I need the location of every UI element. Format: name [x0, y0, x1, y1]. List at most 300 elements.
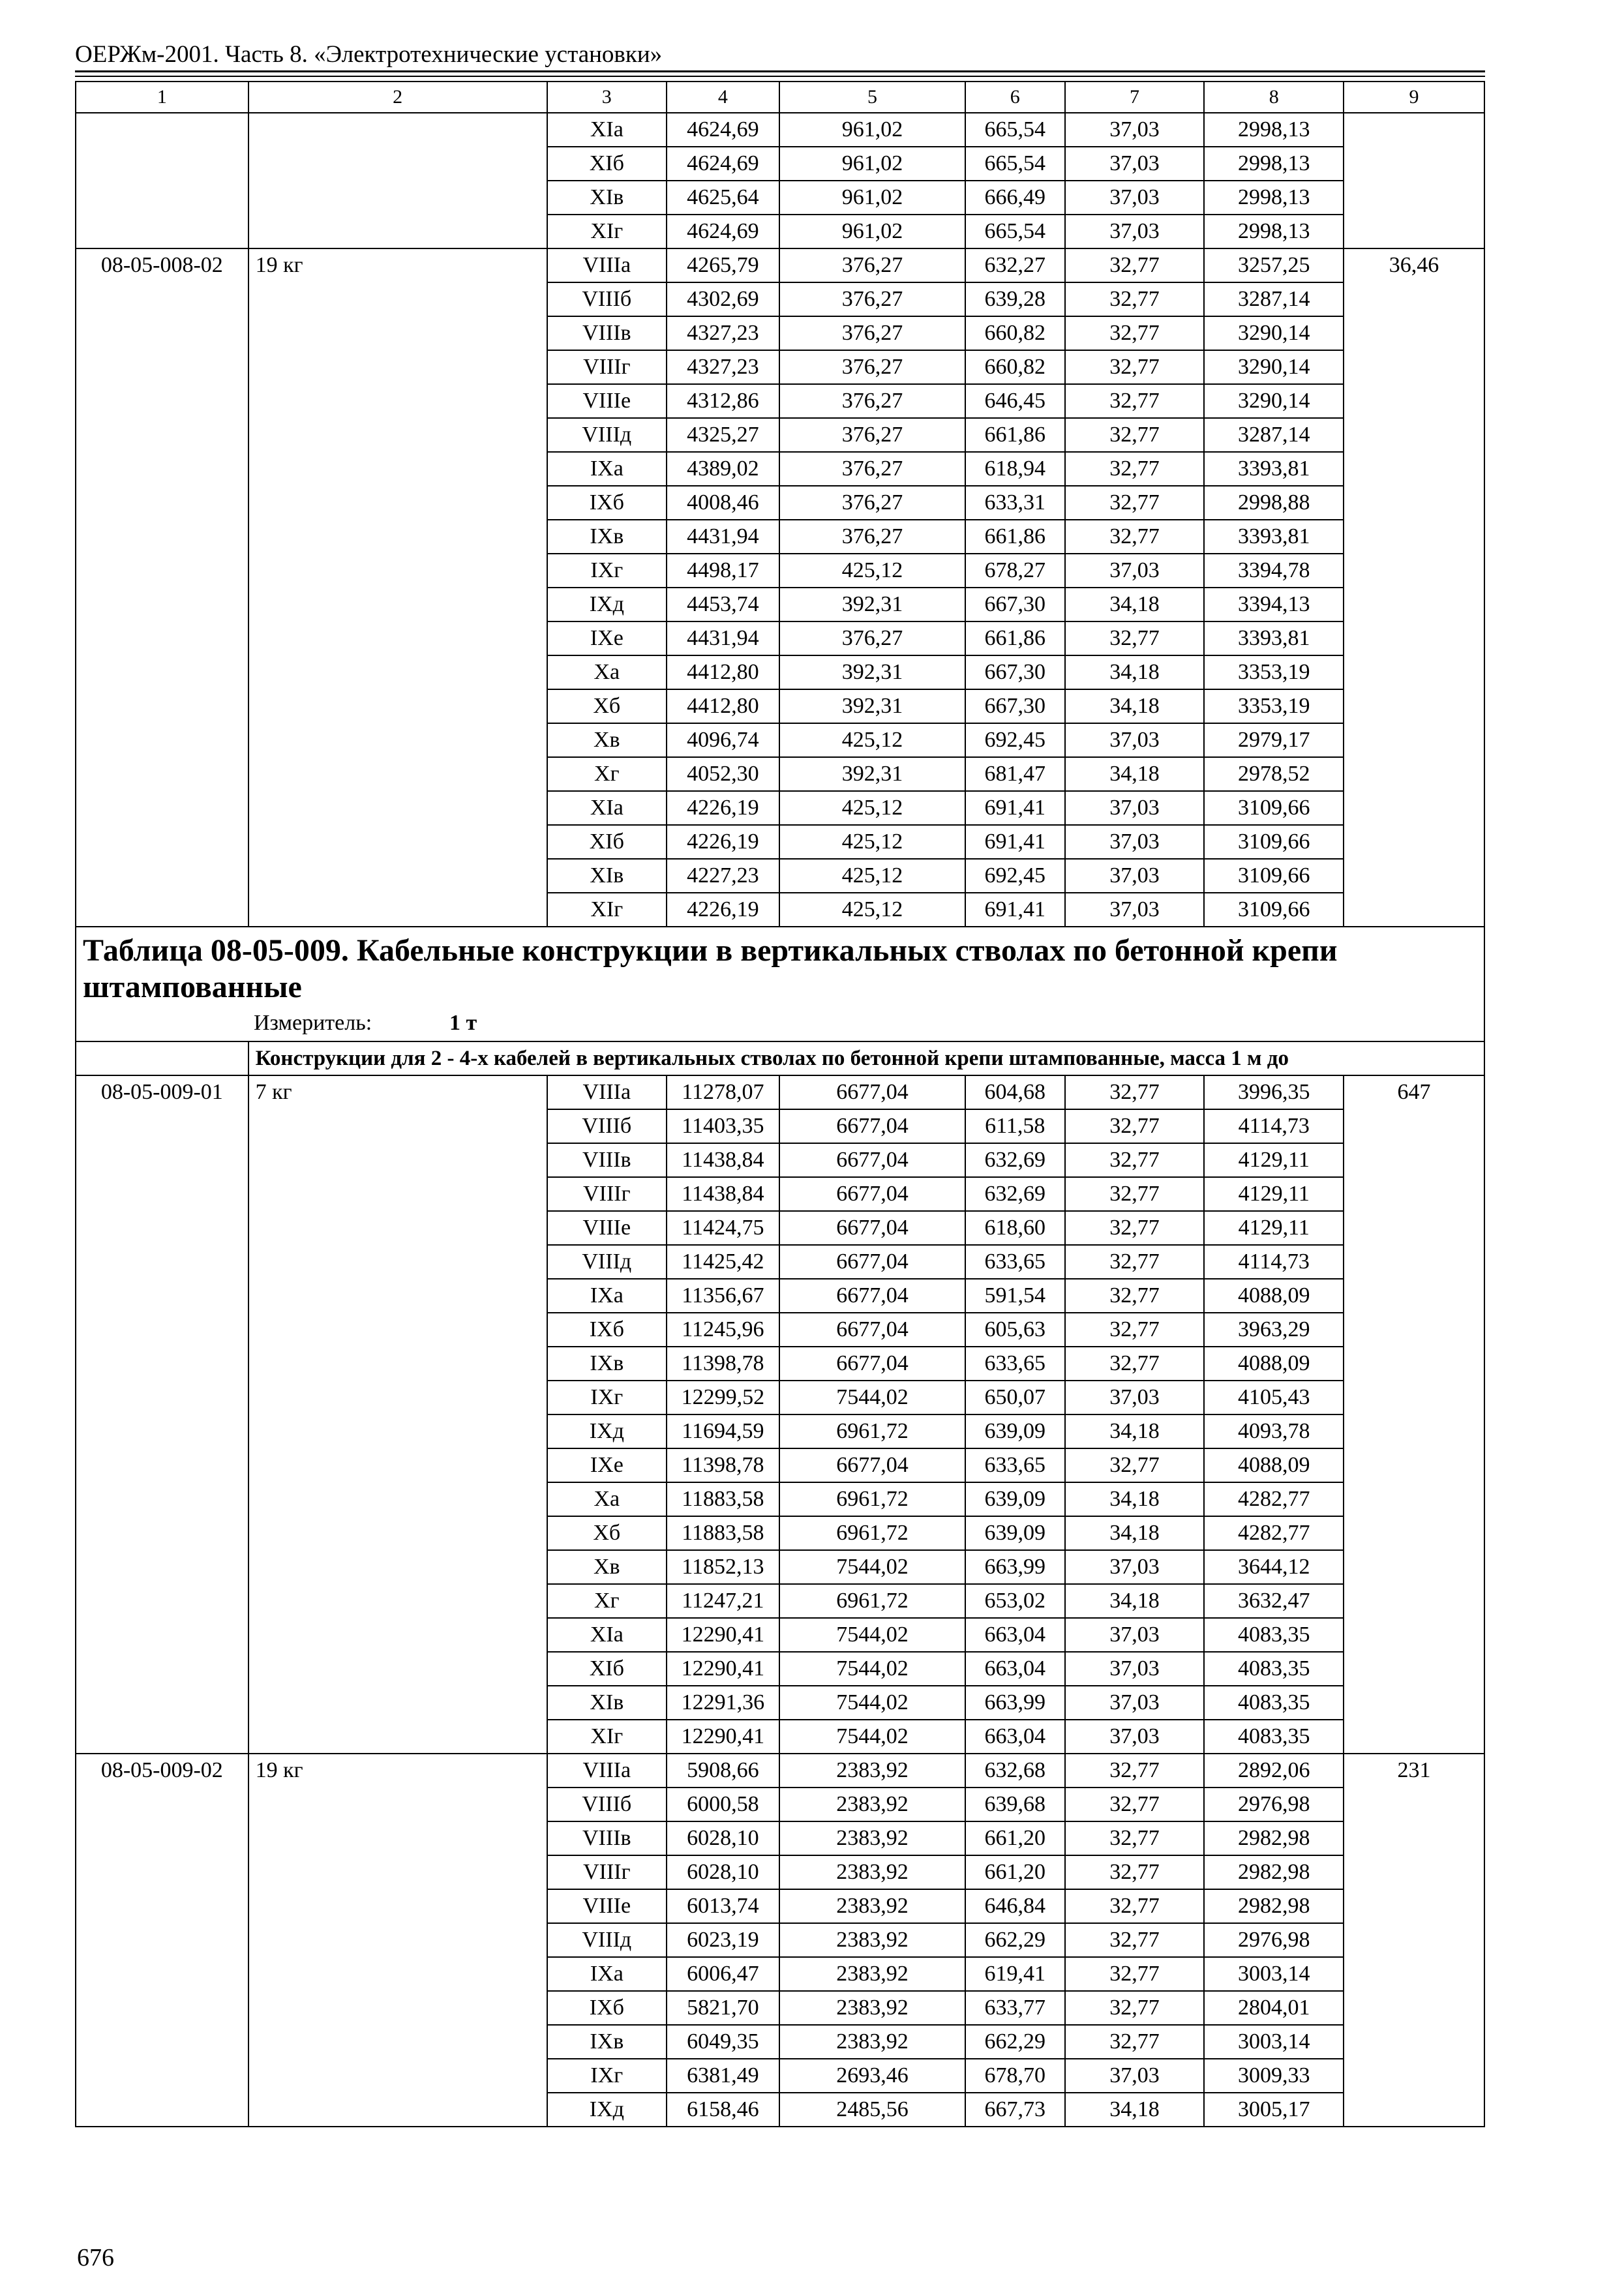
material-cost-cell: 3393,81 [1204, 520, 1344, 554]
direct-cost-cell: 11247,21 [667, 1584, 779, 1618]
machine-cost-cell: 661,20 [965, 1821, 1065, 1855]
machine-cost-cell: 633,77 [965, 1991, 1065, 2025]
machine-cost-cell: 667,73 [965, 2093, 1065, 2127]
zone-cell: XIб [547, 147, 667, 181]
machinist-wage-cell: 37,03 [1065, 859, 1205, 893]
machine-cost-cell: 633,65 [965, 1448, 1065, 1482]
labor-cost-cell: 376,27 [779, 282, 965, 316]
machinist-wage-cell: 34,18 [1065, 655, 1205, 689]
machinist-wage-cell: 32,77 [1065, 1889, 1205, 1923]
column-number: 9 [1344, 82, 1484, 113]
material-cost-cell: 3393,81 [1204, 452, 1344, 486]
machinist-wage-cell: 32,77 [1065, 1245, 1205, 1279]
header-rule-thin [75, 76, 1485, 77]
machine-cost-cell: 665,54 [965, 147, 1065, 181]
material-cost-cell: 2804,01 [1204, 1991, 1344, 2025]
machinist-wage-cell: 32,77 [1065, 1347, 1205, 1381]
direct-cost-cell: 6049,35 [667, 2025, 779, 2059]
direct-cost-cell: 6013,74 [667, 1889, 779, 1923]
labor-cost-cell: 2383,92 [779, 2025, 965, 2059]
labor-cost-cell: 2383,92 [779, 1991, 965, 2025]
machine-cost-cell: 650,07 [965, 1381, 1065, 1414]
machine-cost-cell: 619,41 [965, 1957, 1065, 1991]
zone-cell: IXе [547, 1448, 667, 1482]
machinist-wage-cell: 32,77 [1065, 1821, 1205, 1855]
material-cost-cell: 3109,66 [1204, 791, 1344, 825]
column-number-row [76, 82, 1484, 113]
table-subheading: Конструкции для 2 - 4-х кабелей в вертикальных стволах по бетонной крепи штампованные, масса 1 м до [248, 1041, 1484, 1075]
direct-cost-cell: 4226,19 [667, 825, 779, 859]
page-number: 676 [77, 2244, 114, 2271]
zone-cell: VIIIа [547, 248, 667, 282]
material-cost-cell: 2998,88 [1204, 486, 1344, 520]
zone-cell: IXв [547, 1347, 667, 1381]
machine-cost-cell: 639,28 [965, 282, 1065, 316]
direct-cost-cell: 6158,46 [667, 2093, 779, 2127]
labor-cost-cell: 392,31 [779, 689, 965, 723]
machine-cost-cell: 661,20 [965, 1855, 1065, 1889]
machine-cost-cell: 646,84 [965, 1889, 1065, 1923]
machine-cost-cell: 681,47 [965, 757, 1065, 791]
labor-cost-cell: 2383,92 [779, 1923, 965, 1957]
direct-cost-cell: 4312,86 [667, 384, 779, 418]
zone-cell: VIIIв [547, 1143, 667, 1177]
machine-cost-cell: 663,04 [965, 1618, 1065, 1652]
machinist-wage-cell: 32,77 [1065, 1957, 1205, 1991]
machine-cost-cell: 691,41 [965, 893, 1065, 927]
machinist-wage-cell: 32,77 [1065, 248, 1205, 282]
labor-cost-cell: 6677,04 [779, 1347, 965, 1381]
zone-cell: VIIIе [547, 384, 667, 418]
zone-cell: VIIIб [547, 282, 667, 316]
machine-cost-cell: 632,68 [965, 1754, 1065, 1788]
labor-cost-cell: 376,27 [779, 384, 965, 418]
column-number: 3 [547, 82, 667, 113]
labor-cost-cell: 7544,02 [779, 1686, 965, 1720]
labor-cost-cell: 376,27 [779, 452, 965, 486]
subheading-blank [76, 1041, 248, 1075]
table-title: Таблица 08-05-009. Кабельные конструкции в вертикальных стволах по бетонной крепи штампованные [83, 933, 1338, 1004]
machine-cost-cell: 678,27 [965, 554, 1065, 588]
machinist-wage-cell: 34,18 [1065, 757, 1205, 791]
material-cost-cell: 2998,13 [1204, 147, 1344, 181]
machine-cost-cell: 660,82 [965, 316, 1065, 350]
material-cost-cell: 4129,11 [1204, 1211, 1344, 1245]
labor-cost-cell: 376,27 [779, 316, 965, 350]
zone-cell: XIв [547, 1686, 667, 1720]
zone-cell: XIа [547, 1618, 667, 1652]
machine-cost-cell: 661,86 [965, 418, 1065, 452]
mass-per-meter [248, 113, 547, 248]
material-cost-cell: 4114,73 [1204, 1245, 1344, 1279]
material-cost-cell: 3394,78 [1204, 554, 1344, 588]
direct-cost-cell: 4052,30 [667, 757, 779, 791]
machinist-wage-cell: 32,77 [1065, 1279, 1205, 1313]
machinist-wage-cell: 37,03 [1065, 1686, 1205, 1720]
material-cost-cell: 3394,13 [1204, 588, 1344, 621]
measure-label: Измеритель: [254, 1011, 372, 1035]
machinist-wage-cell: 32,77 [1065, 486, 1205, 520]
labor-cost-cell: 2383,92 [779, 1821, 965, 1855]
machinist-wage-cell: 37,03 [1065, 825, 1205, 859]
direct-cost-cell: 6006,47 [667, 1957, 779, 1991]
labor-cost-cell: 392,31 [779, 655, 965, 689]
material-cost-cell: 3109,66 [1204, 825, 1344, 859]
machine-cost-cell: 665,54 [965, 215, 1065, 248]
labor-cost-cell: 376,27 [779, 520, 965, 554]
direct-cost-cell: 11438,84 [667, 1143, 779, 1177]
zone-cell: VIIIг [547, 1177, 667, 1211]
material-cost-cell: 3963,29 [1204, 1313, 1344, 1347]
machinist-wage-cell: 32,77 [1065, 452, 1205, 486]
direct-cost-cell: 4453,74 [667, 588, 779, 621]
machinist-wage-cell: 32,77 [1065, 1211, 1205, 1245]
machinist-wage-cell: 32,77 [1065, 2025, 1205, 2059]
zone-cell: IXв [547, 520, 667, 554]
machine-cost-cell: 662,29 [965, 1923, 1065, 1957]
machine-cost-cell: 633,65 [965, 1245, 1065, 1279]
machinist-wage-cell: 37,03 [1065, 791, 1205, 825]
labor-cost-cell: 2383,92 [779, 1788, 965, 1821]
zone-cell: VIIIб [547, 1788, 667, 1821]
labor-cost-cell: 425,12 [779, 791, 965, 825]
machine-cost-cell: 692,45 [965, 723, 1065, 757]
material-cost-cell: 3290,14 [1204, 316, 1344, 350]
direct-cost-cell: 6000,58 [667, 1788, 779, 1821]
machinist-wage-cell: 32,77 [1065, 1313, 1205, 1347]
material-cost-cell: 4088,09 [1204, 1347, 1344, 1381]
labor-hours: 36,46 [1344, 248, 1484, 927]
direct-cost-cell: 11694,59 [667, 1414, 779, 1448]
direct-cost-cell: 11424,75 [667, 1211, 779, 1245]
direct-cost-cell: 4325,27 [667, 418, 779, 452]
column-number: 2 [248, 82, 547, 113]
machine-cost-cell: 646,45 [965, 384, 1065, 418]
material-cost-cell: 3287,14 [1204, 282, 1344, 316]
material-cost-cell: 3009,33 [1204, 2059, 1344, 2093]
material-cost-cell: 3644,12 [1204, 1550, 1344, 1584]
zone-cell: IXб [547, 1991, 667, 2025]
zone-cell: VIIIа [547, 1754, 667, 1788]
direct-cost-cell: 12291,36 [667, 1686, 779, 1720]
labor-cost-cell: 6677,04 [779, 1075, 965, 1109]
direct-cost-cell: 4302,69 [667, 282, 779, 316]
labor-cost-cell: 6677,04 [779, 1109, 965, 1143]
labor-cost-cell: 6961,72 [779, 1414, 965, 1448]
direct-cost-cell: 4412,80 [667, 655, 779, 689]
labor-cost-cell: 6677,04 [779, 1313, 965, 1347]
zone-cell: IXд [547, 588, 667, 621]
zone-cell: XIв [547, 859, 667, 893]
zone-cell: XIб [547, 1652, 667, 1686]
machine-cost-cell: 639,09 [965, 1414, 1065, 1448]
zone-cell: IXе [547, 621, 667, 655]
zone-cell: XIг [547, 215, 667, 248]
material-cost-cell: 3003,14 [1204, 1957, 1344, 1991]
material-cost-cell: 3353,19 [1204, 689, 1344, 723]
rate-code: 08-05-009-01 [76, 1075, 248, 1754]
labor-cost-cell: 2383,92 [779, 1957, 965, 1991]
direct-cost-cell: 4226,19 [667, 791, 779, 825]
subheading-row [76, 1041, 1484, 1075]
direct-cost-cell: 11883,58 [667, 1482, 779, 1516]
price-table [75, 81, 1485, 2127]
labor-cost-cell: 961,02 [779, 113, 965, 147]
labor-hours: 231 [1344, 1754, 1484, 2127]
labor-cost-cell: 6677,04 [779, 1211, 965, 1245]
zone-cell: VIIIа [547, 1075, 667, 1109]
zone-cell: IXа [547, 1279, 667, 1313]
machine-cost-cell: 663,04 [965, 1652, 1065, 1686]
header-rule [75, 70, 1485, 72]
labor-cost-cell: 376,27 [779, 418, 965, 452]
material-cost-cell: 2979,17 [1204, 723, 1344, 757]
price-table-body [76, 82, 1484, 2127]
direct-cost-cell: 12290,41 [667, 1652, 779, 1686]
zone-cell: VIIIв [547, 1821, 667, 1855]
zone-cell: XIб [547, 825, 667, 859]
machine-cost-cell: 639,68 [965, 1788, 1065, 1821]
direct-cost-cell: 11356,67 [667, 1279, 779, 1313]
material-cost-cell: 3353,19 [1204, 655, 1344, 689]
material-cost-cell: 4083,35 [1204, 1652, 1344, 1686]
labor-cost-cell: 961,02 [779, 215, 965, 248]
zone-cell: IXб [547, 1313, 667, 1347]
running-header: ОЕРЖм-2001. Часть 8. «Электротехнические установки» [75, 41, 663, 68]
zone-cell: XIв [547, 181, 667, 215]
machine-cost-cell: 667,30 [965, 655, 1065, 689]
material-cost-cell: 4282,77 [1204, 1516, 1344, 1550]
zone-cell: Xа [547, 655, 667, 689]
direct-cost-cell: 5821,70 [667, 1991, 779, 2025]
machinist-wage-cell: 32,77 [1065, 282, 1205, 316]
zone-cell: IXг [547, 2059, 667, 2093]
labor-cost-cell: 376,27 [779, 621, 965, 655]
labor-cost-cell: 425,12 [779, 893, 965, 927]
zone-cell: IXб [547, 486, 667, 520]
table-row [76, 1075, 1484, 1109]
rate-code [76, 113, 248, 248]
direct-cost-cell: 4625,64 [667, 181, 779, 215]
machine-cost-cell: 633,65 [965, 1347, 1065, 1381]
material-cost-cell: 3290,14 [1204, 350, 1344, 384]
machinist-wage-cell: 32,77 [1065, 1075, 1205, 1109]
labor-cost-cell: 6961,72 [779, 1516, 965, 1550]
zone-cell: IXг [547, 554, 667, 588]
direct-cost-cell: 12290,41 [667, 1618, 779, 1652]
labor-hours [1344, 113, 1484, 248]
zone-cell: VIIIб [547, 1109, 667, 1143]
material-cost-cell: 2892,06 [1204, 1754, 1344, 1788]
labor-cost-cell: 961,02 [779, 147, 965, 181]
labor-cost-cell: 7544,02 [779, 1652, 965, 1686]
direct-cost-cell: 5908,66 [667, 1754, 779, 1788]
labor-cost-cell: 392,31 [779, 757, 965, 791]
zone-cell: IXа [547, 1957, 667, 1991]
direct-cost-cell: 4265,79 [667, 248, 779, 282]
machine-cost-cell: 691,41 [965, 791, 1065, 825]
machinist-wage-cell: 37,03 [1065, 2059, 1205, 2093]
zone-cell: Xг [547, 1584, 667, 1618]
machinist-wage-cell: 32,77 [1065, 1448, 1205, 1482]
table-row [76, 1754, 1484, 1788]
direct-cost-cell: 12290,41 [667, 1720, 779, 1754]
machinist-wage-cell: 32,77 [1065, 418, 1205, 452]
direct-cost-cell: 4227,23 [667, 859, 779, 893]
table-title-cell [76, 927, 1484, 1041]
machine-cost-cell: 661,86 [965, 520, 1065, 554]
direct-cost-cell: 6381,49 [667, 2059, 779, 2093]
direct-cost-cell: 11883,58 [667, 1516, 779, 1550]
rate-code: 08-05-009-02 [76, 1754, 248, 2127]
machine-cost-cell: 653,02 [965, 1584, 1065, 1618]
machine-cost-cell: 611,58 [965, 1109, 1065, 1143]
zone-cell: IXв [547, 2025, 667, 2059]
material-cost-cell: 4083,35 [1204, 1618, 1344, 1652]
mass-per-meter: 7 кг [248, 1075, 547, 1754]
labor-cost-cell: 376,27 [779, 248, 965, 282]
machine-cost-cell: 662,29 [965, 2025, 1065, 2059]
machine-cost-cell: 632,27 [965, 248, 1065, 282]
machine-cost-cell: 639,09 [965, 1482, 1065, 1516]
machine-cost-cell: 667,30 [965, 689, 1065, 723]
machinist-wage-cell: 32,77 [1065, 1991, 1205, 2025]
labor-cost-cell: 7544,02 [779, 1550, 965, 1584]
machinist-wage-cell: 32,77 [1065, 1788, 1205, 1821]
labor-cost-cell: 376,27 [779, 350, 965, 384]
labor-cost-cell: 425,12 [779, 825, 965, 859]
material-cost-cell: 4129,11 [1204, 1177, 1344, 1211]
machinist-wage-cell: 32,77 [1065, 1855, 1205, 1889]
labor-cost-cell: 2383,92 [779, 1889, 965, 1923]
direct-cost-cell: 11403,35 [667, 1109, 779, 1143]
material-cost-cell: 2998,13 [1204, 113, 1344, 147]
direct-cost-cell: 4008,46 [667, 486, 779, 520]
material-cost-cell: 4083,35 [1204, 1686, 1344, 1720]
direct-cost-cell: 6028,10 [667, 1821, 779, 1855]
labor-cost-cell: 6677,04 [779, 1448, 965, 1482]
direct-cost-cell: 11278,07 [667, 1075, 779, 1109]
zone-cell: Xа [547, 1482, 667, 1516]
machine-cost-cell: 666,49 [965, 181, 1065, 215]
machinist-wage-cell: 37,03 [1065, 147, 1205, 181]
material-cost-cell: 2982,98 [1204, 1821, 1344, 1855]
direct-cost-cell: 6028,10 [667, 1855, 779, 1889]
material-cost-cell: 3003,14 [1204, 2025, 1344, 2059]
machinist-wage-cell: 32,77 [1065, 316, 1205, 350]
machinist-wage-cell: 37,03 [1065, 1652, 1205, 1686]
material-cost-cell: 3257,25 [1204, 248, 1344, 282]
labor-cost-cell: 425,12 [779, 554, 965, 588]
material-cost-cell: 4105,43 [1204, 1381, 1344, 1414]
direct-cost-cell: 4096,74 [667, 723, 779, 757]
rate-code: 08-05-008-02 [76, 248, 248, 927]
material-cost-cell: 4114,73 [1204, 1109, 1344, 1143]
machinist-wage-cell: 34,18 [1065, 1414, 1205, 1448]
machine-cost-cell: 633,31 [965, 486, 1065, 520]
machinist-wage-cell: 37,03 [1065, 1381, 1205, 1414]
zone-cell: XIа [547, 113, 667, 147]
direct-cost-cell: 4431,94 [667, 520, 779, 554]
machinist-wage-cell: 32,77 [1065, 1754, 1205, 1788]
direct-cost-cell: 4412,80 [667, 689, 779, 723]
labor-cost-cell: 392,31 [779, 588, 965, 621]
machine-cost-cell: 691,41 [965, 825, 1065, 859]
direct-cost-cell: 11398,78 [667, 1448, 779, 1482]
material-cost-cell: 4093,78 [1204, 1414, 1344, 1448]
direct-cost-cell: 4226,19 [667, 893, 779, 927]
material-cost-cell: 3005,17 [1204, 2093, 1344, 2127]
zone-cell: VIIIд [547, 418, 667, 452]
machinist-wage-cell: 34,18 [1065, 1516, 1205, 1550]
machinist-wage-cell: 34,18 [1065, 588, 1205, 621]
machine-cost-cell: 604,68 [965, 1075, 1065, 1109]
direct-cost-cell: 12299,52 [667, 1381, 779, 1414]
material-cost-cell: 3290,14 [1204, 384, 1344, 418]
direct-cost-cell: 11245,96 [667, 1313, 779, 1347]
material-cost-cell: 3287,14 [1204, 418, 1344, 452]
machinist-wage-cell: 32,77 [1065, 1109, 1205, 1143]
zone-cell: Xб [547, 689, 667, 723]
machine-cost-cell: 605,63 [965, 1313, 1065, 1347]
labor-cost-cell: 7544,02 [779, 1618, 965, 1652]
direct-cost-cell: 4498,17 [667, 554, 779, 588]
direct-cost-cell: 4431,94 [667, 621, 779, 655]
machine-cost-cell: 618,94 [965, 452, 1065, 486]
column-number: 7 [1065, 82, 1205, 113]
machinist-wage-cell: 32,77 [1065, 1923, 1205, 1957]
labor-cost-cell: 2383,92 [779, 1855, 965, 1889]
labor-cost-cell: 425,12 [779, 723, 965, 757]
material-cost-cell: 2982,98 [1204, 1889, 1344, 1923]
material-cost-cell: 4088,09 [1204, 1448, 1344, 1482]
material-cost-cell: 4129,11 [1204, 1143, 1344, 1177]
direct-cost-cell: 4327,23 [667, 350, 779, 384]
machinist-wage-cell: 32,77 [1065, 1177, 1205, 1211]
machine-cost-cell: 663,99 [965, 1550, 1065, 1584]
zone-cell: VIIIв [547, 316, 667, 350]
zone-cell: VIIIг [547, 1855, 667, 1889]
zone-cell: XIг [547, 1720, 667, 1754]
machine-cost-cell: 632,69 [965, 1143, 1065, 1177]
machine-cost-cell: 678,70 [965, 2059, 1065, 2093]
labor-cost-cell: 2383,92 [779, 1754, 965, 1788]
table-row [76, 248, 1484, 282]
material-cost-cell: 2978,52 [1204, 757, 1344, 791]
machinist-wage-cell: 32,77 [1065, 1143, 1205, 1177]
machinist-wage-cell: 34,18 [1065, 1584, 1205, 1618]
machinist-wage-cell: 37,03 [1065, 723, 1205, 757]
column-number: 5 [779, 82, 965, 113]
machine-cost-cell: 632,69 [965, 1177, 1065, 1211]
direct-cost-cell: 4624,69 [667, 113, 779, 147]
machinist-wage-cell: 37,03 [1065, 113, 1205, 147]
direct-cost-cell: 4624,69 [667, 215, 779, 248]
material-cost-cell: 3393,81 [1204, 621, 1344, 655]
labor-cost-cell: 6961,72 [779, 1584, 965, 1618]
material-cost-cell: 3632,47 [1204, 1584, 1344, 1618]
machinist-wage-cell: 37,03 [1065, 1618, 1205, 1652]
direct-cost-cell: 4389,02 [667, 452, 779, 486]
labor-cost-cell: 376,27 [779, 486, 965, 520]
material-cost-cell: 2998,13 [1204, 181, 1344, 215]
machine-cost-cell: 661,86 [965, 621, 1065, 655]
machinist-wage-cell: 37,03 [1065, 215, 1205, 248]
measure-unit-line [254, 1006, 1477, 1041]
zone-cell: Xг [547, 757, 667, 791]
direct-cost-cell: 6023,19 [667, 1923, 779, 1957]
machinist-wage-cell: 34,18 [1065, 689, 1205, 723]
